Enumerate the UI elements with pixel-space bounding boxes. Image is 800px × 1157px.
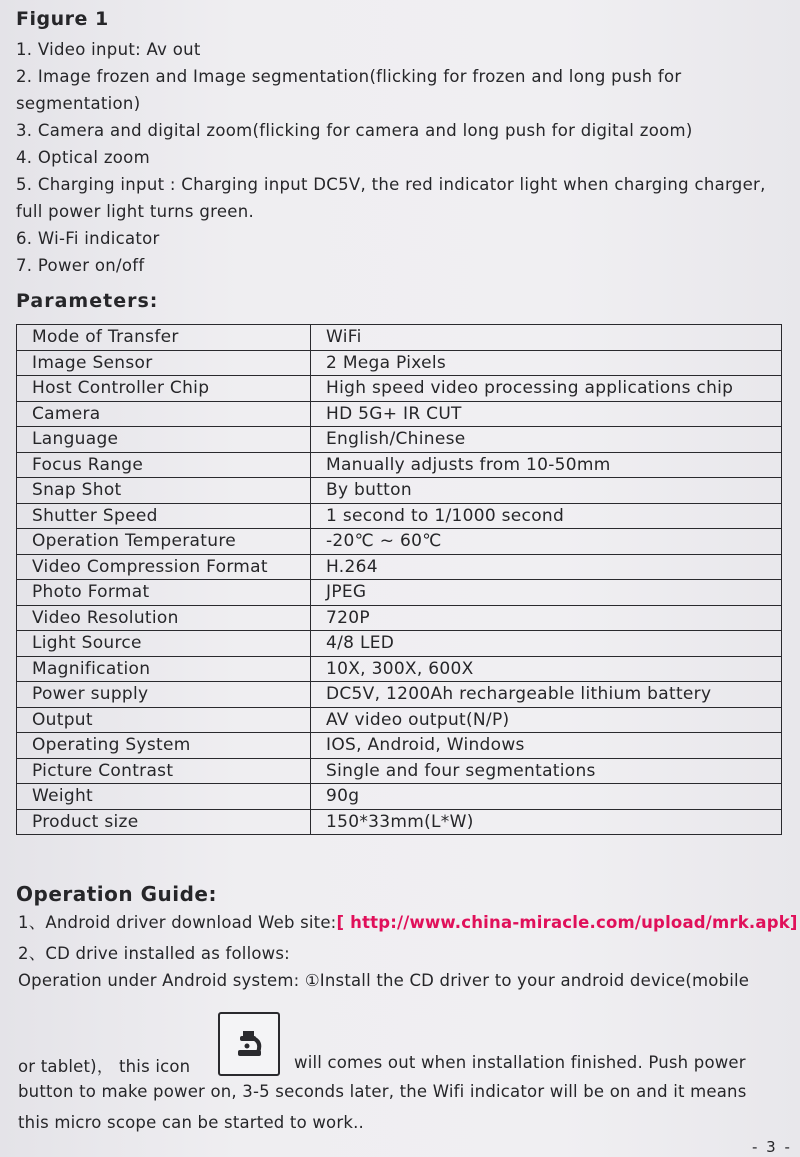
icon-line-after: will comes out when installation finished. Push power xyxy=(294,1053,746,1072)
parameter-value: 90g xyxy=(311,784,782,810)
parameter-value: By button xyxy=(311,478,782,504)
parameter-row xyxy=(17,350,782,376)
parameter-row xyxy=(17,784,782,810)
figure-item: 7. Power on/off xyxy=(16,256,145,275)
microscope-app-icon xyxy=(218,1012,280,1076)
parameter-name: Magnification xyxy=(17,656,311,682)
parameter-value: 4/8 LED xyxy=(311,631,782,657)
figure-item: full power light turns green. xyxy=(16,202,255,221)
parameter-name: Snap Shot xyxy=(17,478,311,504)
parameter-value: -20℃ ~ 60℃ xyxy=(311,529,782,555)
parameter-value: 10X, 300X, 600X xyxy=(311,656,782,682)
figure-list xyxy=(16,36,786,279)
figure-item: 4. Optical zoom xyxy=(16,148,150,167)
parameter-name: Video Resolution xyxy=(17,605,311,631)
parameter-name: Output xyxy=(17,707,311,733)
parameter-name: Camera xyxy=(17,401,311,427)
parameter-value: 2 Mega Pixels xyxy=(311,350,782,376)
operation-guide-title: Operation Guide: xyxy=(16,882,217,906)
parameter-name: Product size xyxy=(17,809,311,835)
driver-download-line xyxy=(18,909,798,933)
microscope-icon xyxy=(220,1014,278,1074)
parameter-row xyxy=(17,554,782,580)
parameter-name: Weight xyxy=(17,784,311,810)
parameter-row xyxy=(17,580,782,606)
parameter-value: Single and four segmentations xyxy=(311,758,782,784)
parameter-value: High speed video processing applications chip xyxy=(311,376,782,402)
parameter-row xyxy=(17,707,782,733)
parameter-value: WiFi xyxy=(311,325,782,351)
figure-item: 5. Charging input : Charging input DC5V, the red indicator light when charging charger, xyxy=(16,175,766,194)
figure-title: Figure 1 xyxy=(16,8,109,30)
parameter-name: Shutter Speed xyxy=(17,503,311,529)
parameter-row xyxy=(17,733,782,759)
parameter-value: JPEG xyxy=(311,580,782,606)
parameter-name: Focus Range xyxy=(17,452,311,478)
parameter-row xyxy=(17,325,782,351)
parameter-row xyxy=(17,605,782,631)
parameter-name: Image Sensor xyxy=(17,350,311,376)
parameters-table xyxy=(16,324,782,835)
parameter-name: Video Compression Format xyxy=(17,554,311,580)
figure-item: 6. Wi-Fi indicator xyxy=(16,229,160,248)
parameter-row xyxy=(17,682,782,708)
figure-item: 2. Image frozen and Image segmentation(flicking for frozen and long push for xyxy=(16,67,682,86)
parameter-row xyxy=(17,758,782,784)
parameter-name: Operation Temperature xyxy=(17,529,311,555)
parameter-value: AV video output(N/P) xyxy=(311,707,782,733)
parameters-title: Parameters: xyxy=(16,290,159,312)
parameter-name: Picture Contrast xyxy=(17,758,311,784)
parameter-row xyxy=(17,656,782,682)
android-install-line: Operation under Android system: ①Install the CD driver to your android device(mobile xyxy=(18,971,750,990)
power-on-line: button to make power on, 3-5 seconds later, the Wifi indicator will be on and it means xyxy=(18,1082,747,1101)
parameter-row xyxy=(17,809,782,835)
parameter-row xyxy=(17,529,782,555)
figure-item: 1. Video input: Av out xyxy=(16,40,201,59)
cd-install-line: 2、CD drive installed as follows: xyxy=(18,944,290,963)
driver-download-link[interactable]: [ http://www.china-miracle.com/upload/mrk.apk] xyxy=(336,913,798,932)
parameter-value: 1 second to 1/1000 second xyxy=(311,503,782,529)
parameter-row xyxy=(17,478,782,504)
parameter-name: Power supply xyxy=(17,682,311,708)
parameter-value: 720P xyxy=(311,605,782,631)
parameter-value: 150*33mm(L*W) xyxy=(311,809,782,835)
figure-item: segmentation) xyxy=(16,94,141,113)
parameter-value: English/Chinese xyxy=(311,427,782,453)
ready-line: this micro scope can be started to work.. xyxy=(18,1113,364,1132)
parameter-value: Manually adjusts from 10-50mm xyxy=(311,452,782,478)
parameter-value: H.264 xyxy=(311,554,782,580)
parameter-row xyxy=(17,503,782,529)
parameter-row xyxy=(17,631,782,657)
icon-line-before: or tablet)， this icon xyxy=(18,1057,191,1076)
parameter-name: Language xyxy=(17,427,311,453)
parameter-value: DC5V, 1200Ah rechargeable lithium battery xyxy=(311,682,782,708)
parameter-value: HD 5G+ IR CUT xyxy=(311,401,782,427)
parameter-row xyxy=(17,376,782,402)
figure-item: 3. Camera and digital zoom(flicking for camera and long push for digital zoom) xyxy=(16,121,693,140)
parameter-row xyxy=(17,401,782,427)
parameter-name: Host Controller Chip xyxy=(17,376,311,402)
parameter-value: IOS, Android, Windows xyxy=(311,733,782,759)
parameter-name: Light Source xyxy=(17,631,311,657)
parameter-name: Operating System xyxy=(17,733,311,759)
parameter-row xyxy=(17,452,782,478)
driver-download-label: 1、Android driver download Web site: xyxy=(18,913,337,932)
parameter-name: Photo Format xyxy=(17,580,311,606)
parameter-row xyxy=(17,427,782,453)
page-number: - 3 - xyxy=(752,1138,792,1156)
parameter-name: Mode of Transfer xyxy=(17,325,311,351)
